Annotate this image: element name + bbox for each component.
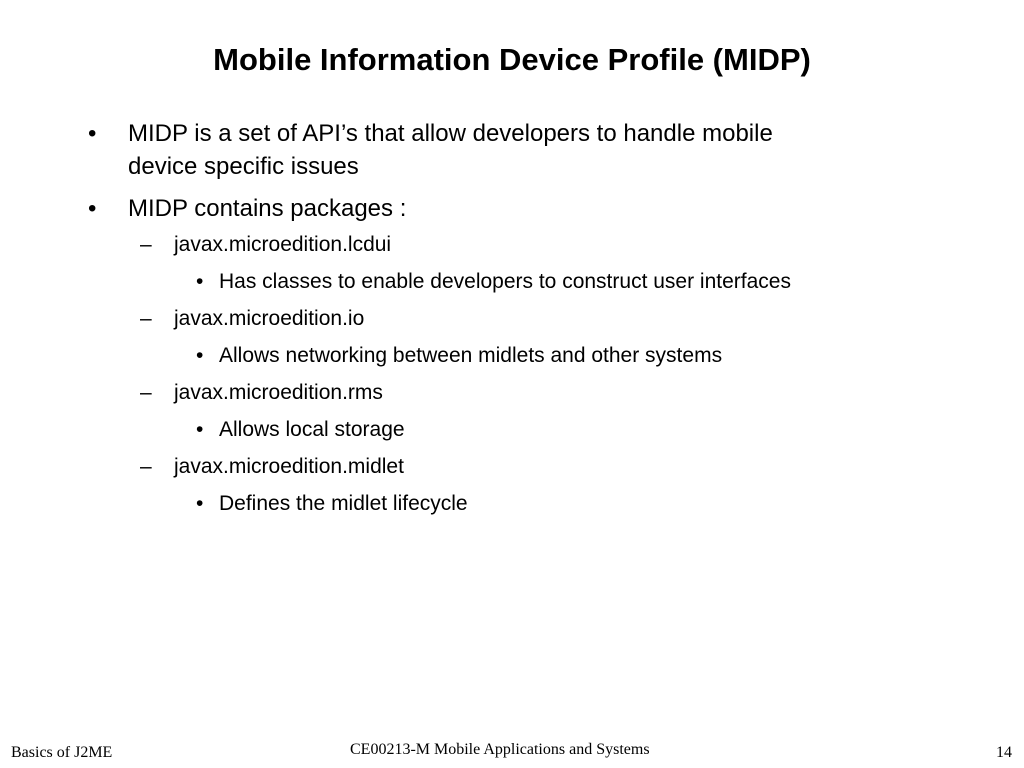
dash-icon: – [140,455,152,478]
page-number: 14 [996,744,1012,761]
dash-icon: – [140,233,152,256]
bullet-icon: • [196,418,204,441]
package-name: javax.microedition.midlet [174,455,404,478]
bullet-text-line: MIDP contains packages : [128,195,407,222]
package-description: Allows networking between midlets and other systems [219,344,723,367]
bullet-icon: • [88,120,97,147]
dash-icon: – [140,381,152,404]
footer-center-text: CE00213-M Mobile Applications and Systems [350,741,650,758]
package-description: Allows local storage [219,418,405,441]
bullet-icon: • [88,195,97,222]
package-name: javax.microedition.io [174,307,365,330]
package-name: javax.microedition.rms [174,381,383,404]
bullet-icon: • [196,492,204,515]
dash-icon: – [140,307,152,330]
bullet-icon: • [196,270,204,293]
slide-title: Mobile Information Device Profile (MIDP) [213,42,811,77]
package-description: Has classes to enable developers to construct user interfaces [219,270,791,293]
bullet-text-line: device specific issues [128,153,359,180]
package-description: Defines the midlet lifecycle [219,492,468,515]
footer-left-text: Basics of J2ME [11,744,113,761]
bullet-icon: • [196,344,204,367]
bullet-text-line: MIDP is a set of API’s that allow developers to handle mobile [128,120,773,147]
package-name: javax.microedition.lcdui [174,233,392,256]
